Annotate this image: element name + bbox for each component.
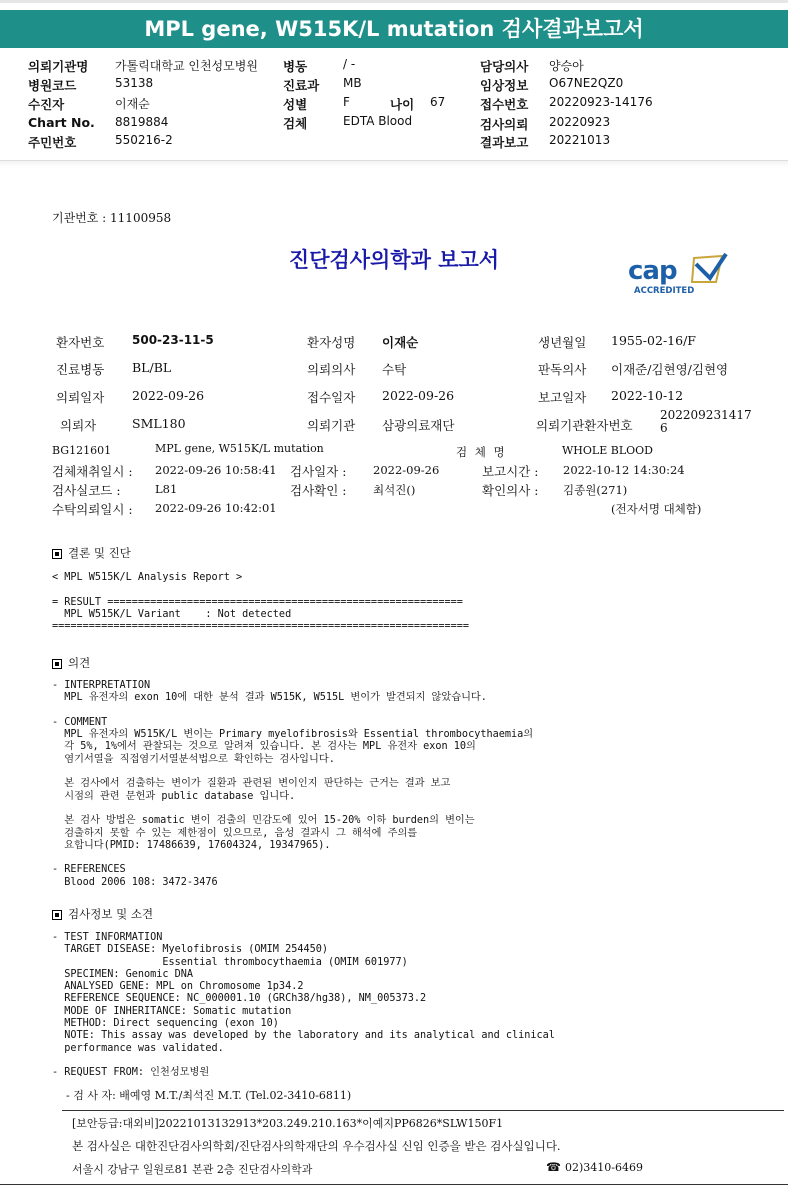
hdr-label: 의뢰기관명 <box>28 59 89 74</box>
hdr-value: 550216-2 <box>115 133 173 147</box>
hdr-value: 20221013 <box>549 133 611 147</box>
hdr-label: 접수번호 <box>480 97 529 112</box>
address-line: 서울시 강남구 일원로81 본관 2층 진단검사의학과 <box>72 1163 313 1176</box>
grid-value: 2022-09-26 <box>132 388 205 403</box>
phone-icon: ☎ <box>546 1160 561 1174</box>
e-signature-note: (전자서명 대체함) <box>611 502 702 516</box>
grid-value: 이재순 <box>382 335 419 350</box>
cap-word: cap <box>628 256 677 286</box>
hdr-label: 수진자 <box>28 97 65 112</box>
grid-label: 의뢰기관 <box>307 418 356 433</box>
hdr-value: 양승아 <box>549 59 584 73</box>
grid-label: 의뢰자 <box>60 418 97 433</box>
specimen-value: WHOLE BLOOD <box>562 444 653 457</box>
hdr-label: 진료과 <box>283 78 320 93</box>
report-title: MPL gene, W515K/L mutation 검사결과보고서 <box>144 17 644 41</box>
grid-value: 이재준/김현영/김현영 <box>611 362 729 377</box>
hdr-value: O67NE2QZ0 <box>549 76 624 90</box>
grid-value: 2022-09-26 <box>382 388 455 403</box>
hdr-label: 병원코드 <box>28 78 77 93</box>
grid-value: SML180 <box>132 416 186 431</box>
hdr-value: 20220923 <box>549 115 611 129</box>
cap-sub: ACCREDITED <box>634 286 695 296</box>
grid-label: 환자번호 <box>56 335 105 350</box>
info-value: 2022-10-12 14:30:24 <box>563 463 685 477</box>
info-value: 2022-09-26 <box>373 463 440 477</box>
specimen-label: 검 체 명 <box>456 445 507 459</box>
grid-label: 의뢰기관환자번호 <box>536 418 633 433</box>
hdr-label: 검사의뢰 <box>480 117 529 132</box>
examiner-line: - 검 사 자: 배예영 M.T./최석진 M.T. (Tel.02-3410-6811) <box>66 1089 352 1102</box>
section-body-testinfo: - TEST INFORMATION TARGET DISEASE: Myelofibrosis (OMIM 254450) Essential thrombocythaemia (OMIM 601977) SPECIMEN: Genomic DNA ANALYSED GENE: MPL on Chromosome 1p34.2 REFERENCE SEQUENCE: NC_000001.10 (GRCh38/hg38), NM_005373.2 MODE OF INHERITANCE: Somatic mutation METHOD: Direct sequencing (exon 10) NOTE: This assay was developed by the laboratory and its analytical and clinical performance was validated. - REQUEST FROM: 인천성모병원 <box>52 932 555 1079</box>
grid-value: 202209231417 6 <box>660 408 752 435</box>
grid-value: 1955-02-16/F <box>611 333 696 348</box>
report-banner <box>0 10 788 48</box>
certification-line: 본 검사실은 대한진단검사의학회/진단검사의학재단의 우수검사실 신임 인증을 받은 검사실입니다. <box>72 1139 561 1153</box>
hdr-label: 주민번호 <box>28 135 77 150</box>
phone-number: 02)3410-6469 <box>565 1161 643 1174</box>
hdr-value: 67 <box>430 95 446 109</box>
hdr-value: / - <box>343 57 356 71</box>
grid-value: 500-23-11-5 <box>132 333 214 347</box>
header-divider <box>0 160 788 167</box>
top-border <box>0 0 788 3</box>
grid-value: 삼광의료재단 <box>382 418 455 433</box>
report-heading: 진단검사의학과 보고서 <box>288 248 500 272</box>
hdr-value: MB <box>343 76 362 90</box>
info-value: 2022-09-26 10:42:01 <box>155 501 277 515</box>
info-label: 검사확인 : <box>290 483 347 498</box>
hdr-value: 이재순 <box>115 97 150 111</box>
grid-label: 진료병동 <box>56 362 105 377</box>
section-title: 의견 <box>68 656 91 670</box>
test-code: BG121601 <box>52 444 112 457</box>
info-label: 검사실코드 : <box>52 483 121 498</box>
hdr-value: 8819884 <box>115 115 169 129</box>
grid-label: 생년월일 <box>538 335 587 350</box>
square-bullet-icon <box>52 549 62 559</box>
grid-label: 보고일자 <box>538 390 587 405</box>
square-bullet-icon <box>52 910 62 920</box>
square-bullet-icon <box>52 659 62 669</box>
section-heading-opinion <box>52 655 90 671</box>
hdr-label: 검체 <box>283 116 308 131</box>
hdr-label: 병동 <box>283 59 308 74</box>
footer-bottom-rule <box>0 1184 788 1185</box>
hdr-value: 20220923-14176 <box>549 95 653 109</box>
info-value: 최석진() <box>373 483 416 497</box>
hdr-label: 담당의사 <box>480 59 529 74</box>
section-heading-testinfo <box>52 906 153 922</box>
info-label: 확인의사 : <box>482 483 539 498</box>
hdr-label: 결과보고 <box>480 135 529 150</box>
hdr-label: Chart No. <box>28 115 95 130</box>
section-body-conclusion: < MPL W515K/L Analysis Report > = RESULT ========================================================== MPL W515K/L Variant : Not detected ==================================================================== <box>52 572 470 633</box>
info-label: 보고시간 : <box>482 464 539 479</box>
section-title: 검사정보 및 소견 <box>68 907 154 921</box>
grid-label: 환자성명 <box>307 335 356 350</box>
section-heading-conclusion <box>52 545 131 561</box>
hdr-label: 성별 <box>283 97 308 112</box>
institution-number: 기관번호 : 11100958 <box>52 211 172 225</box>
grid-value: 2022-10-12 <box>611 388 684 403</box>
hdr-value: 가톨릭대학교 인천성모병원 <box>115 59 258 73</box>
cap-accredited-icon <box>622 252 732 302</box>
info-label: 검체채취일시 : <box>52 464 133 479</box>
grid-label: 의뢰의사 <box>307 362 356 377</box>
info-label: 검사일자 : <box>290 464 347 479</box>
section-title: 결론 및 진단 <box>68 546 131 560</box>
section-body-opinion: - INTERPRETATION MPL 유전자의 exon 10에 대한 분석 결과 W515K, W515L 변이가 발견되지 않았습니다. - COMMENT MPL 유전자의 W515K/L 변이는 Primary myelofibrosis와 Essential thrombocythaemia의 각 5%, 1%에서 관찰되는 것으로 알려져 있습니다. 본 검사는 MPL 유전자 exon 10의 염기서열을 직접염기서열분석법으로 확인하는 검사입니다. 본 검사에서 검출하는 변이가 질환과 관련된 변이인지 판단하는 근거는 결과 보고 시점의 관련 문헌과 public database 입니다. 본 검사 방법은 somatic 변이 검출의 민감도에 있어 15-20% 이하 burden의 변이는 검출하지 못할 수 있는 제한점이 있으므로, 음성 결과시 그 해석에 주의를 요합니다(PMID: 17486639, 17604324, 19347965). - REFERENCES Blood 2006 108: 3472-3476 <box>52 680 534 888</box>
grid-value: BL/BL <box>132 360 172 375</box>
info-value: 김종원(271) <box>563 483 628 497</box>
security-line: [보안등급:대외비]20221013132913*203.249.210.163*이예지PP6826*SLW150F1 <box>72 1117 504 1130</box>
grid-label: 판독의사 <box>538 362 587 377</box>
grid-label: 의뢰일자 <box>56 390 105 405</box>
info-value: L81 <box>155 482 178 496</box>
info-label: 수탁의뢰일시 : <box>52 502 133 517</box>
info-value: 2022-09-26 10:58:41 <box>155 463 277 477</box>
hdr-value: F <box>343 95 350 109</box>
test-name: MPL gene, W515K/L mutation <box>155 442 324 455</box>
hdr-value: EDTA Blood <box>343 114 413 128</box>
hdr-label: 임상정보 <box>480 78 529 93</box>
hdr-value: 53138 <box>115 76 154 90</box>
grid-value: 수탁 <box>382 362 407 377</box>
hdr-label: 나이 <box>390 97 415 112</box>
grid-label: 접수일자 <box>307 390 356 405</box>
